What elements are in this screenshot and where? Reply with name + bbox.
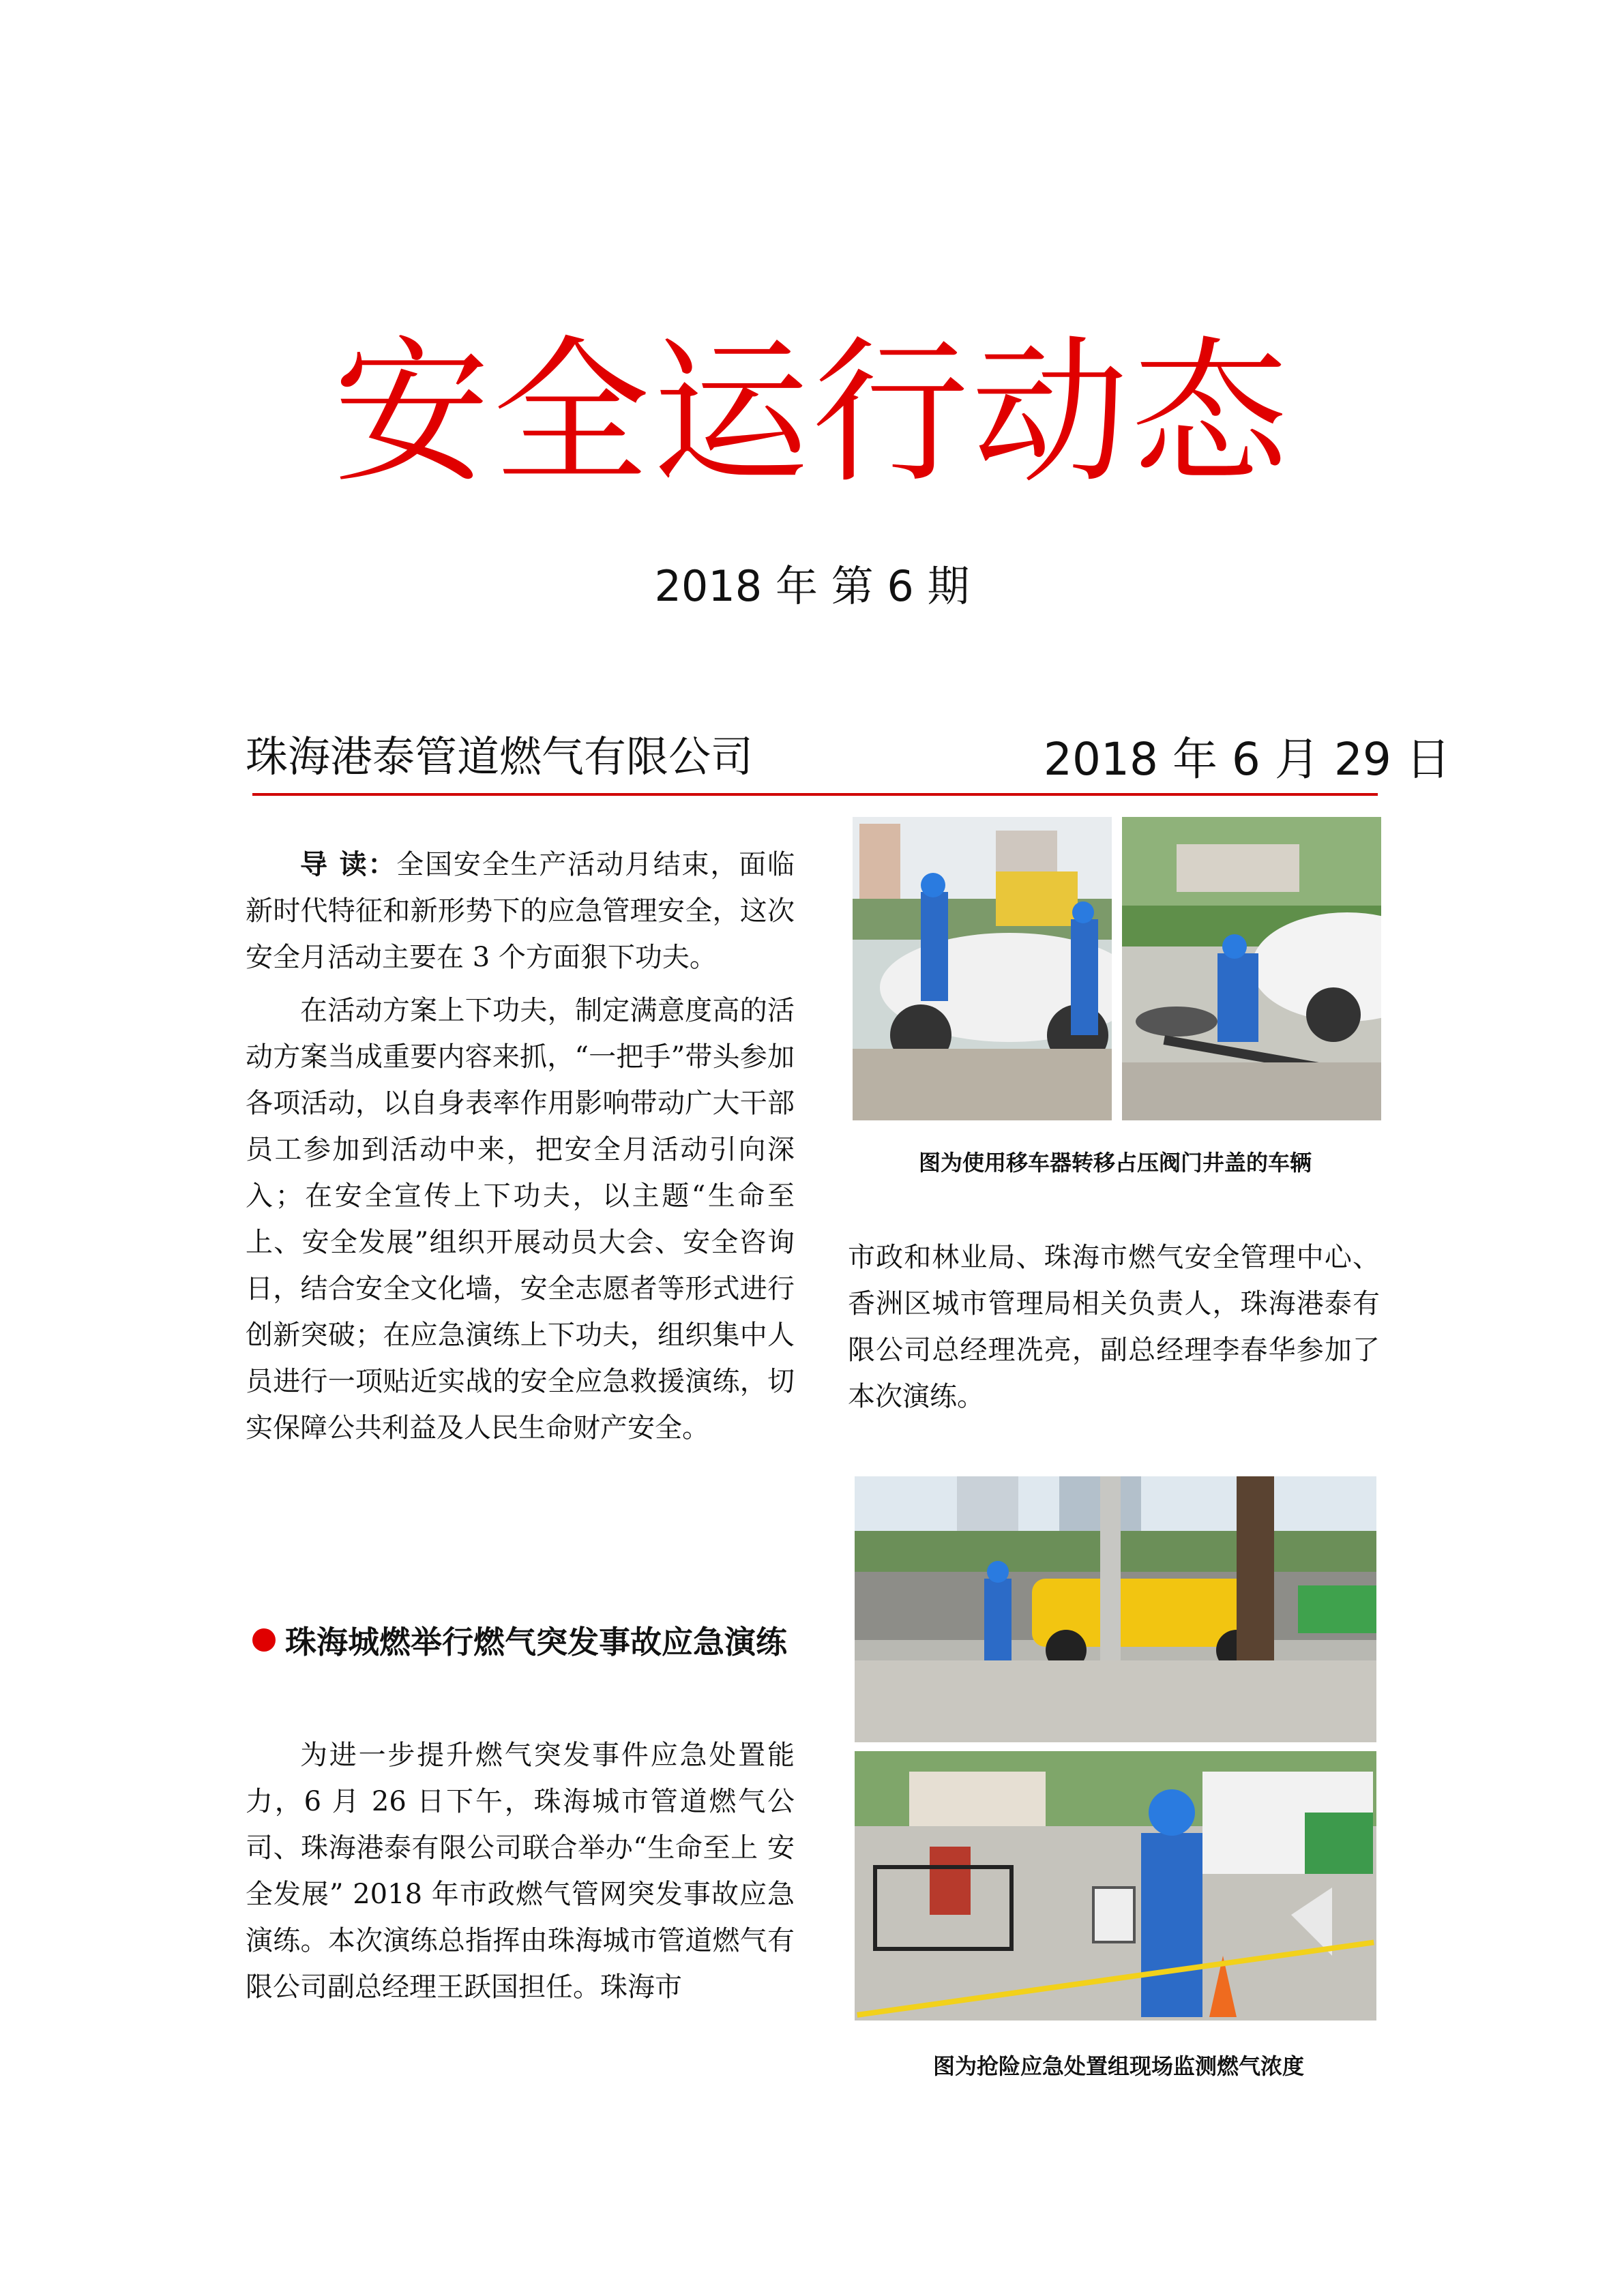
photo-drill-street (855, 1476, 1376, 1742)
photo-gas-monitoring (855, 1751, 1376, 2021)
photo-vehicle-mover-left (853, 817, 1112, 1120)
company-name: 珠海港泰管道燃气有限公司 (246, 732, 754, 781)
article-left-column (246, 1732, 795, 2010)
intro-section (246, 841, 795, 1451)
photo-vehicle-mover-right (1122, 817, 1381, 1120)
article-paragraph-left: 为进一步提升燃气突发事件应急处置能力，6 月 26 日下午，珠海城市管道燃气公司、珠海港泰有限公司联合举办“生命至上 安全发展” 2018 年市政燃气管网突发事故应急演练。本次演练总指挥由珠海城市管道燃气有限公司副总经理王跃国担任。珠海市 (246, 1740, 795, 2003)
bullet-dot-icon (252, 1628, 276, 1652)
masthead-title: 安全运行动态 (333, 323, 1291, 505)
intro-paragraph-2: 在活动方案上下功夫，制定满意度高的活动方案当成重要内容来抓，“一把手”带头参加各项活动，以自身表率作用影响带动广大干部员工参加到活动中来，把安全月活动引向深入；在安全宣传上下功夫，以主题“生命至上、安全发展”组织开展动员大会、安全咨询日，结合安全文化墙，安全志愿者等形式进行创新突破；在应急演练上下功夫，组织集中人员进行一项贴近实战的安全应急救援演练，切实保障公共利益及人民生命财产安全。 (246, 995, 795, 1444)
intro-lead-label: 导 读： (300, 848, 397, 880)
article-right-column (848, 1234, 1380, 1420)
article-paragraph-right: 市政和林业局、珠海市燃气安全管理中心、香洲区城市管理局相关负责人，珠海港泰有限公司总经理冼亮，副总经理李春华参加了本次演练。 (848, 1242, 1380, 1412)
section-heading (252, 1617, 787, 1663)
publish-date: 2018 年 6 月 29 日 (1044, 733, 1451, 786)
header-rule (252, 793, 1378, 796)
caption-bottom-photo: 图为抢险应急处置组现场监测燃气浓度 (932, 2053, 1304, 2079)
section-heading-text: 珠海城燃举行燃气突发事故应急演练 (285, 1624, 787, 1660)
caption-top-photo: 图为使用移车器转移占压阀门井盖的车辆 (918, 1150, 1312, 1176)
intro-text-1: 全国安全生产活动月结束，面临新时代特征和新形势下的应急管理安全，这次安全月活动主要在 3 个方面狠下功夫。 (246, 849, 795, 973)
issue-number: 2018 年 第 6 期 (654, 561, 970, 611)
intro-paragraph-1 (246, 841, 795, 981)
